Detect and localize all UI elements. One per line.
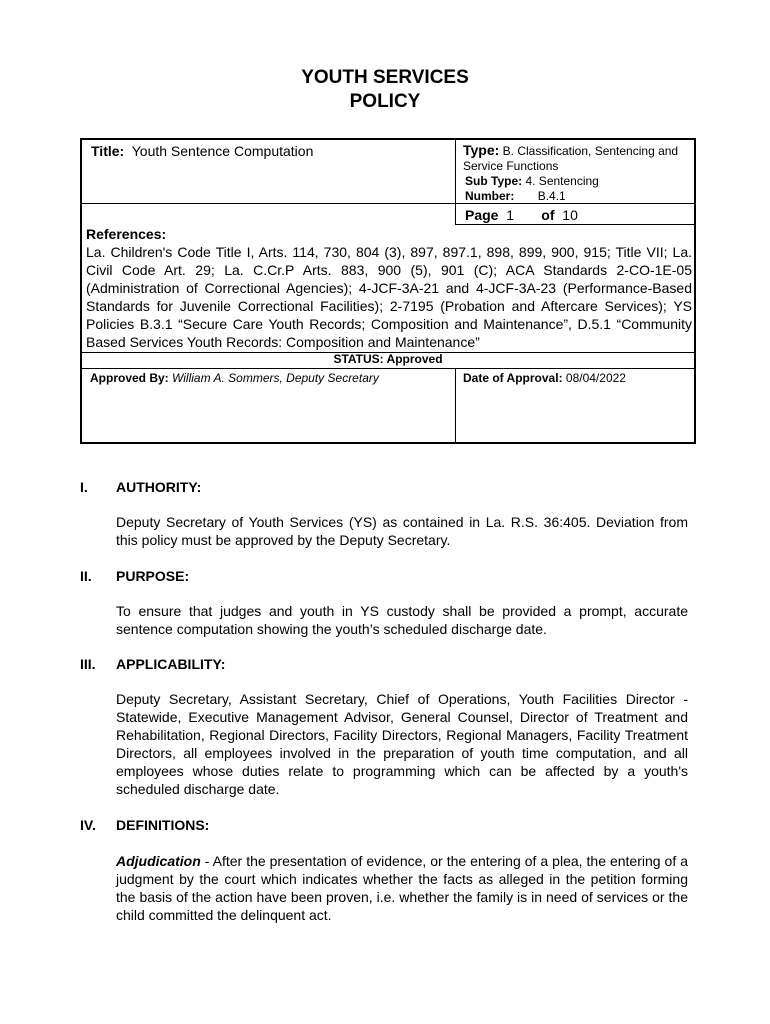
subtype-value: 4. Sentencing (525, 174, 599, 188)
policy-title (91, 143, 313, 159)
definition-adjudication (116, 852, 688, 924)
status-badge: STATUS: Approved (333, 352, 443, 366)
policy-info-table (80, 138, 696, 444)
section-heading-purpose: PURPOSE: (116, 568, 190, 584)
type-value: B. Classification, Sentencing and Service Functions (463, 144, 679, 173)
document-title-line2: POLICY (349, 91, 421, 112)
approved-by-label: Approved By: (90, 371, 169, 385)
approved-by (90, 371, 379, 385)
page-current: 1 (506, 207, 515, 223)
approval-date (463, 371, 626, 385)
references (86, 225, 692, 351)
subtype-label: Sub Type: (465, 174, 523, 188)
definition-text: - After the presentation of evidence, or the entering of a plea, the entering of a judgment by the court which indicates whether the facts as alleged in the petition forming the basis of the action have been proven, i.e. whether the family is in need of services or the child committed the delinquent act. (116, 853, 688, 923)
section-number: IV. (80, 817, 96, 833)
page-total: 10 (562, 207, 578, 223)
divider (455, 203, 456, 225)
title-value: Youth Sentence Computation (131, 143, 314, 159)
page-indicator (465, 207, 578, 223)
document-title-line1: YOUTH SERVICES (301, 67, 469, 88)
section-heading-definitions: DEFINITIONS: (116, 817, 210, 833)
divider (82, 368, 694, 369)
title-label: Title: (91, 143, 125, 159)
divider (455, 140, 456, 203)
type-label: Type: (463, 142, 500, 158)
number-label: Number: (465, 189, 515, 203)
references-label: References: (86, 226, 167, 242)
section-text-authority: Deputy Secretary of Youth Services (YS) as contained in La. R.S. 36:405. Deviation from this policy must be approved by the Deputy Secretary. (116, 514, 688, 548)
section-heading-applicability: APPLICABILITY: (116, 656, 226, 672)
page-label: Page (465, 207, 499, 223)
approval-date-label: Date of Approval: (463, 371, 563, 385)
number-value: B.4.1 (537, 189, 566, 203)
definition-term: Adjudication (116, 853, 201, 869)
section-text-applicability: Deputy Secretary, Assistant Secretary, Chief of Operations, Youth Facilities Director - Statewide, Executive Management Advisor, General Counsel, Director of Treatment and Rehabilitation, Regional Directors, Facility Directors, Regional Managers, Facility Treatment Directors, all employees involved in the preparation of youth time computation, and all employees whose duties relate to programming which can be affected by a youth's scheduled discharge date. (116, 691, 688, 797)
page-of-label: of (541, 207, 555, 223)
section-number: I. (80, 479, 88, 495)
section-number: III. (80, 656, 96, 672)
policy-type (463, 143, 695, 174)
divider (455, 368, 456, 444)
section-text-purpose: To ensure that judges and youth in YS custody shall be provided a prompt, accurate sentence computation showing the youth’s scheduled discharge date. (116, 603, 688, 637)
policy-subtype (465, 174, 599, 204)
section-number: II. (80, 568, 92, 584)
divider (82, 203, 455, 204)
approval-date-value: 08/04/2022 (565, 371, 626, 385)
approved-by-value: William A. Sommers, Deputy Secretary (172, 371, 379, 385)
section-heading-authority: AUTHORITY: (116, 479, 202, 495)
references-text: La. Children's Code Title I, Arts. 114, 730, 804 (3), 897, 897.1, 898, 899, 900, 915; Title VII; La. Civil Code Art. 29; La. C.Cr.P Arts. 883, 900 (5), 901 (C); ACA Standards 2-CO-1E-05 (Administration of Correctional Agencies); 4-JCF-3A-21 and 4-JCF-3A-23 (Performance-Based Standards for Juvenile Correctional Facilities); 2-7195 (Probation and Aftercare Services); YS Policies B.3.1 “Secure Care Youth Records; Composition and Maintenance”, D.5.1 “Community Based Services Youth Records: Composition and Maintenance” (86, 244, 692, 350)
